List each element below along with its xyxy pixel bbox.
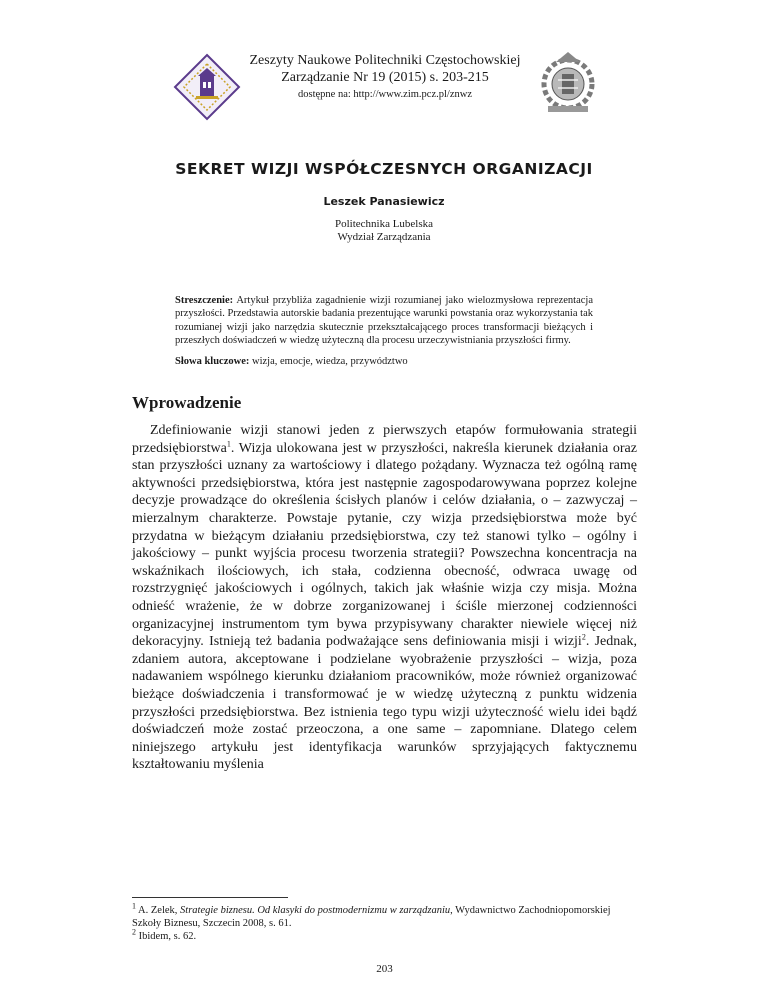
body-text-segment: . Wizja ulokowana jest w przyszłości, nakreśla kierunek działania oraz stan przyszłości uznany za wartościowy i dlatego pożądany. Wyznacza też ogólną ramę aktywności przedsiębiorstwa, która jest następnie zagospodarowywana poprzez kolejne decyzje prowadzące do określenia ścisłych planów i celów działania, o – zazwyczaj – mierzalnym charakterze. Powstaje pytanie, czy wizja przedsiębiorstwa może być przydatna w bieżącym działaniu przedsiębiorstwa, czy też stanowi tylko – ogólny i jakościowy – punkt wyjścia procesu tworzenia strategii? Powszechna koncentracja na wskaźnikach ilościowych, ich stała, codzienna obecność, odwraca uwagę od rozstrzygnięć jakościowych i ogólnych, takich jak właśnie wizja czy misja. Można odnieść wrażenie, że w dobrze zorganizowanej i ściśle mierzonej codzienności organizacyjnej instrumentom tym bywa przypisywany charakter niewiele więcej niż dekoracyjny. Istnieją też badania podważające sens definiowania misji i wizji xyxy=(132,440,637,650)
footnote-divider xyxy=(132,897,288,898)
article-title: SEKRET WIZJI WSPÓŁCZESNYCH ORGANIZACJI xyxy=(175,160,593,178)
footnote-text: A. Zelek, xyxy=(136,905,181,916)
page-number: 203 xyxy=(376,963,393,975)
affiliation-line-2: Wydział Zarządzania xyxy=(337,231,431,243)
journal-header xyxy=(230,52,540,102)
paragraph xyxy=(132,422,637,774)
footnote-number: 2 xyxy=(132,927,136,937)
journal-title: Zeszyty Naukowe Politechniki Częstochowskiej xyxy=(249,53,521,68)
university-crest-icon xyxy=(536,48,600,118)
footnote-number: 1 xyxy=(132,901,136,911)
footnote-1 xyxy=(132,901,637,930)
body-text-segment: . Jednak, zdaniem autora, akceptowane i podzielane wyobrażenie przyszłości – wizja, poza nadawaniem wspólnego kierunku działaniom pracowników, może również organizować bieżące doświadczenia i transformować je w wiedzę użyteczną z punktu widzenia przyszłości przedsiębiorstwa. Bez istnienia tego typu wizji użyteczność wielu idei bądź doświadczeń może zostać przeoczona, a one same – zapomniane. Dlatego celem niniejszego artykułu jest identyfikacja warunków sprzyjających faktycznemu kształtowaniu myślenia xyxy=(132,634,637,773)
affiliation-line-1: Politechnika Lubelska xyxy=(334,218,434,230)
footnote-text: Ibidem, s. 62. xyxy=(136,931,197,942)
journal-issue: Zarządzanie Nr 19 (2015) s. 203-215 xyxy=(281,70,489,85)
journal-availability: dostępne na: http://www.zim.pcz.pl/znwz xyxy=(298,89,472,100)
footnotes xyxy=(132,897,637,943)
article-author: Leszek Panasiewicz xyxy=(323,195,445,208)
author-affiliation xyxy=(60,218,708,244)
abstract-label: Streszczenie: xyxy=(175,295,234,306)
body-text-segment: Zdefiniowanie wizji stanowi jeden z pierwszych etapów formułowania strategii przedsiębiorstwa xyxy=(132,423,637,456)
section-heading: Wprowadzenie xyxy=(132,393,242,412)
footnote-book-title: Strategie biznesu. Od klasyki do postmodernizmu w zarządzaniu xyxy=(180,905,451,916)
keywords xyxy=(175,356,593,367)
keywords-text: wizja, emocje, wiedza, przywództwo xyxy=(252,356,408,367)
abstract xyxy=(175,294,593,347)
keywords-label: Słowa kluczowe: xyxy=(175,356,250,367)
body-text xyxy=(132,422,637,774)
abstract-text: Artykuł przybliża zagadnienie wizji rozumianej jako wielozmysłowa reprezentacja przyszłości. Przedstawia autorskie badania prezentujące warunki powstania oraz wykorzystania tak rozumianej wizji jako narzędzia skutecznie przekształcającego proces transformacji bieżących i przeszłych doświadczeń w wiedzę użyteczną dla procesu urzeczywistniania przyszłości firmy. xyxy=(175,295,593,346)
footnote-2 xyxy=(132,927,637,943)
footnote-text: , Wydawnictwo Zachodniopomorskiej Szkoły Biznesu, Szczecin 2008, s. 61. xyxy=(132,905,611,929)
footnote-ref: 2 xyxy=(581,632,586,642)
footnote-ref: 1 xyxy=(226,438,231,448)
